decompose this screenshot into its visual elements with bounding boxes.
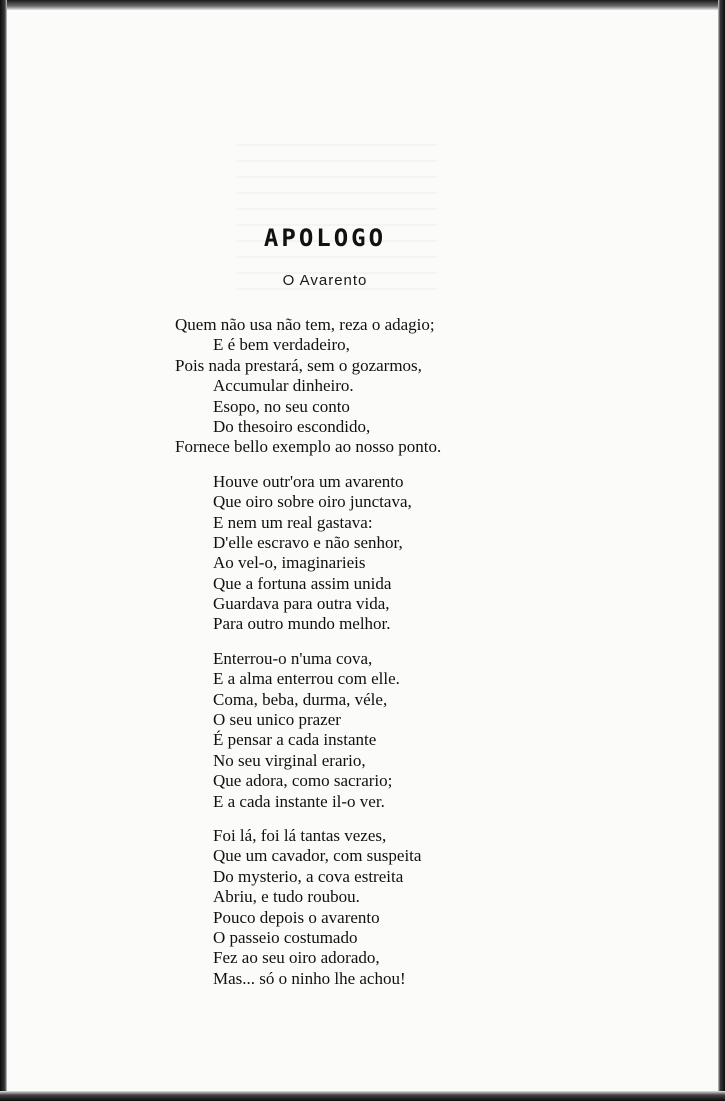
poem-line: O passeio costumado bbox=[213, 927, 358, 947]
poem-line: Fornece bello exemplo ao nosso ponto. bbox=[175, 437, 442, 457]
poem-line: Que adora, como sacrario; bbox=[213, 771, 393, 791]
poem-line: Que a fortuna assim unida bbox=[213, 573, 392, 593]
poem-line: Coma, beba, durma, véle, bbox=[213, 689, 388, 709]
poem-line: E a cada instante il-o ver. bbox=[213, 791, 385, 811]
poem-line: Quem não usa não tem, reza o adagio; bbox=[175, 315, 435, 334]
scan-border-left bbox=[0, 0, 7, 1101]
poem-line: Enterrou-o n'uma cova, bbox=[213, 648, 373, 668]
poem-line: Ao vel-o, imaginarieis bbox=[213, 553, 366, 573]
stanza bbox=[175, 649, 441, 812]
poem-line: Mas... só o ninho lhe achou! bbox=[213, 968, 406, 988]
stanza bbox=[175, 472, 441, 635]
poem-line: Do mysterio, a cova estreita bbox=[213, 866, 404, 886]
poem-line: Fez ao seu oiro adorado, bbox=[213, 948, 380, 968]
poem-line: No seu virginal erario, bbox=[213, 750, 366, 770]
poem-line: Esopo, no seu conto bbox=[213, 396, 350, 416]
show-through-bleed bbox=[237, 130, 437, 290]
poem-line: E nem um real gastava: bbox=[213, 512, 373, 532]
poem-line: Que um cavador, com suspeita bbox=[213, 846, 422, 866]
poem-body bbox=[175, 315, 441, 1003]
poem-line: Guardava para outra vida, bbox=[213, 594, 390, 614]
poem-title: APOLOGO bbox=[263, 224, 387, 252]
stanza bbox=[175, 315, 441, 458]
poem-line: Foi lá, foi lá tantas vezes, bbox=[213, 825, 387, 845]
poem-line: Do thesoiro escondido, bbox=[213, 416, 371, 436]
poem-line: É pensar a cada instante bbox=[213, 730, 377, 750]
scan-border-top bbox=[0, 0, 725, 10]
poem-line: Houve outr'ora um avarento bbox=[213, 471, 404, 491]
poem-line: E a alma enterrou com elle. bbox=[213, 669, 400, 689]
poem-line: Accumular dinheiro. bbox=[213, 376, 354, 396]
stanza bbox=[175, 826, 441, 989]
poem-line: Abriu, e tudo roubou. bbox=[213, 887, 360, 907]
poem-line: O seu unico prazer bbox=[213, 710, 341, 730]
scan-border-right bbox=[718, 0, 725, 1101]
poem-line: D'elle escravo e não senhor, bbox=[213, 532, 403, 552]
poem-subtitle: O Avarento bbox=[282, 272, 368, 289]
poem-line: Para outro mundo melhor. bbox=[213, 614, 391, 634]
poem-line: Pouco depois o avarento bbox=[213, 907, 380, 927]
poem-line: E é bem verdadeiro, bbox=[213, 335, 350, 355]
poem-line: Pois nada prestará, sem o gozarmos, bbox=[175, 355, 422, 375]
scan-border-bottom bbox=[0, 1091, 725, 1101]
poem-line: Que oiro sobre oiro junctava, bbox=[213, 492, 412, 512]
